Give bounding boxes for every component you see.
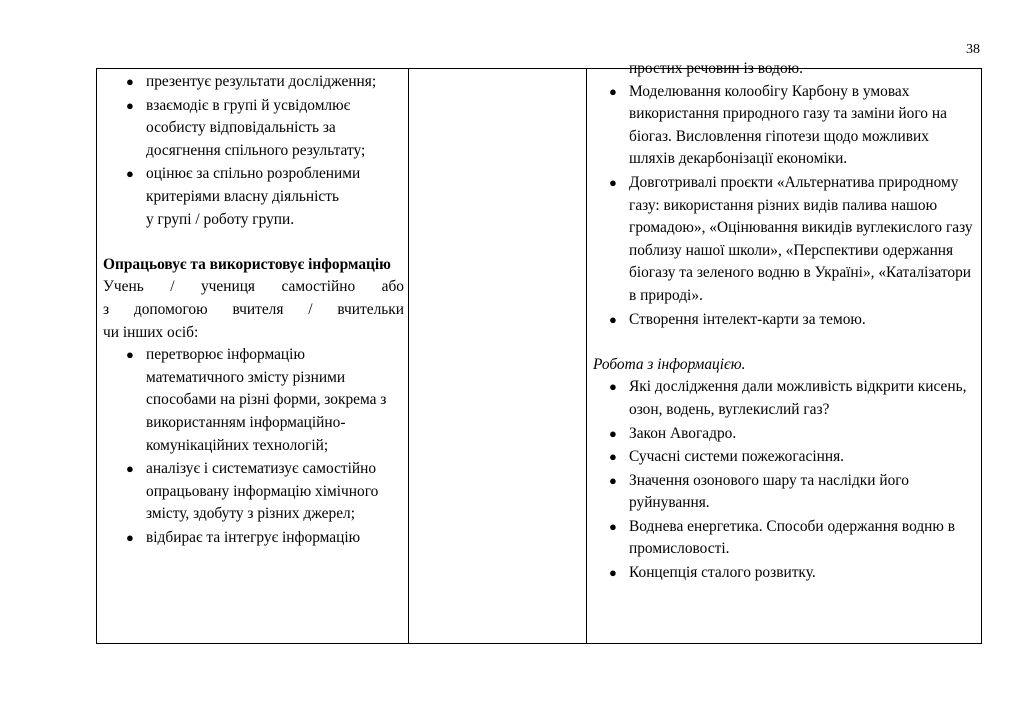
list-item: ● Створення інтелект-карти за темою. [593,309,977,332]
section-heading: Опрацьовує та використовує інформацію [103,255,391,273]
list-item: ● Сучасні системи пожежогасіння. [593,446,977,469]
bullet-icon: ● [609,379,617,395]
bullet-icon: ● [126,74,134,89]
list-item: ● Моделювання колообігу Карбону в умовах використання природного газу та заміни його на біогаз. Висловлення гіпотези щодо можливих шляхів декарбонізації економіки. [609,82,947,168]
outcomes-cell [97,69,409,644]
section-heading: Робота з інформацією. [593,355,746,373]
activities-list-1 [593,81,977,332]
bullet-icon: ● [609,425,617,441]
bullet-icon: ● [126,97,134,113]
list-item: ● Закон Авогадро. [593,423,977,446]
bullet-icon: ● [609,472,617,488]
list-item: ● Які дослідження дали можливість відкрити кисень, озон, водень, вуглекислий газ? [609,378,967,418]
list-item: ● Значення озонового шару та наслідки його руйнування. [609,471,909,512]
intro-text-line: чи інших осіб: [103,323,199,341]
bullet-icon: ● [609,174,617,190]
bullet-icon: ● [126,347,134,363]
list-item: ● оцінює за спільно розробленими критеріями власну діяльність у групі / роботу групи. [126,165,361,228]
bullet-icon: ● [609,518,617,534]
list-item: ● перетворює інформацію математичного змісту різними способами на різні форми, зокрема з використанням інформаційно-комунікаційних технологій; [126,346,387,454]
list-item: ● презентує результати дослідження; [103,71,404,94]
bullet-icon: ● [609,565,617,581]
bullet-icon: ● [609,83,617,99]
bullet-icon: ● [126,529,134,545]
list-item: ● Воднева енергетика. Способи одержання водню в промисловості. [609,517,956,558]
table-row [97,69,982,644]
list-item: ● відбирає та інтегрує інформацію [103,527,404,550]
continued-text: простих речовин із водою. [629,60,804,77]
bullet-icon: ● [609,311,617,327]
bullet-icon: ● [126,461,134,477]
activities-list-2 [593,376,977,584]
list-item: ● Концепція сталого розвитку. [593,562,977,585]
outcomes-list-2 [103,344,404,549]
intro-text-line: Учень / учениця самостійно або [103,278,404,296]
bullet-icon: ● [609,449,617,465]
middle-empty-cell [409,69,587,644]
page-number: 38 [966,42,980,57]
intro-text-line: з допомогою вчителя / вчительки [103,300,404,318]
list-item: ● аналізує і систематизує самостійно опрацьовану інформацію хімічного змісту, здобуту з різних джерел; [126,460,379,523]
list-item: ● взаємодіє в групі й усвідомлює особисту відповідальність за досягнення спільного результату; [126,96,366,159]
activities-cell [587,60,982,644]
list-item: ● Довготривалі проєкти «Альтернатива природному газу: використання різних видів палива нашою громадою», «Оцінювання викидів вуглекислого газу поблизу нашої школи», «Перспективи одержання біогазу та зеленого водню в Україні», «Каталізатори в природі». [609,173,973,304]
bullet-icon: ● [126,166,134,182]
curriculum-table [96,60,982,644]
outcomes-list-1 [103,71,404,231]
